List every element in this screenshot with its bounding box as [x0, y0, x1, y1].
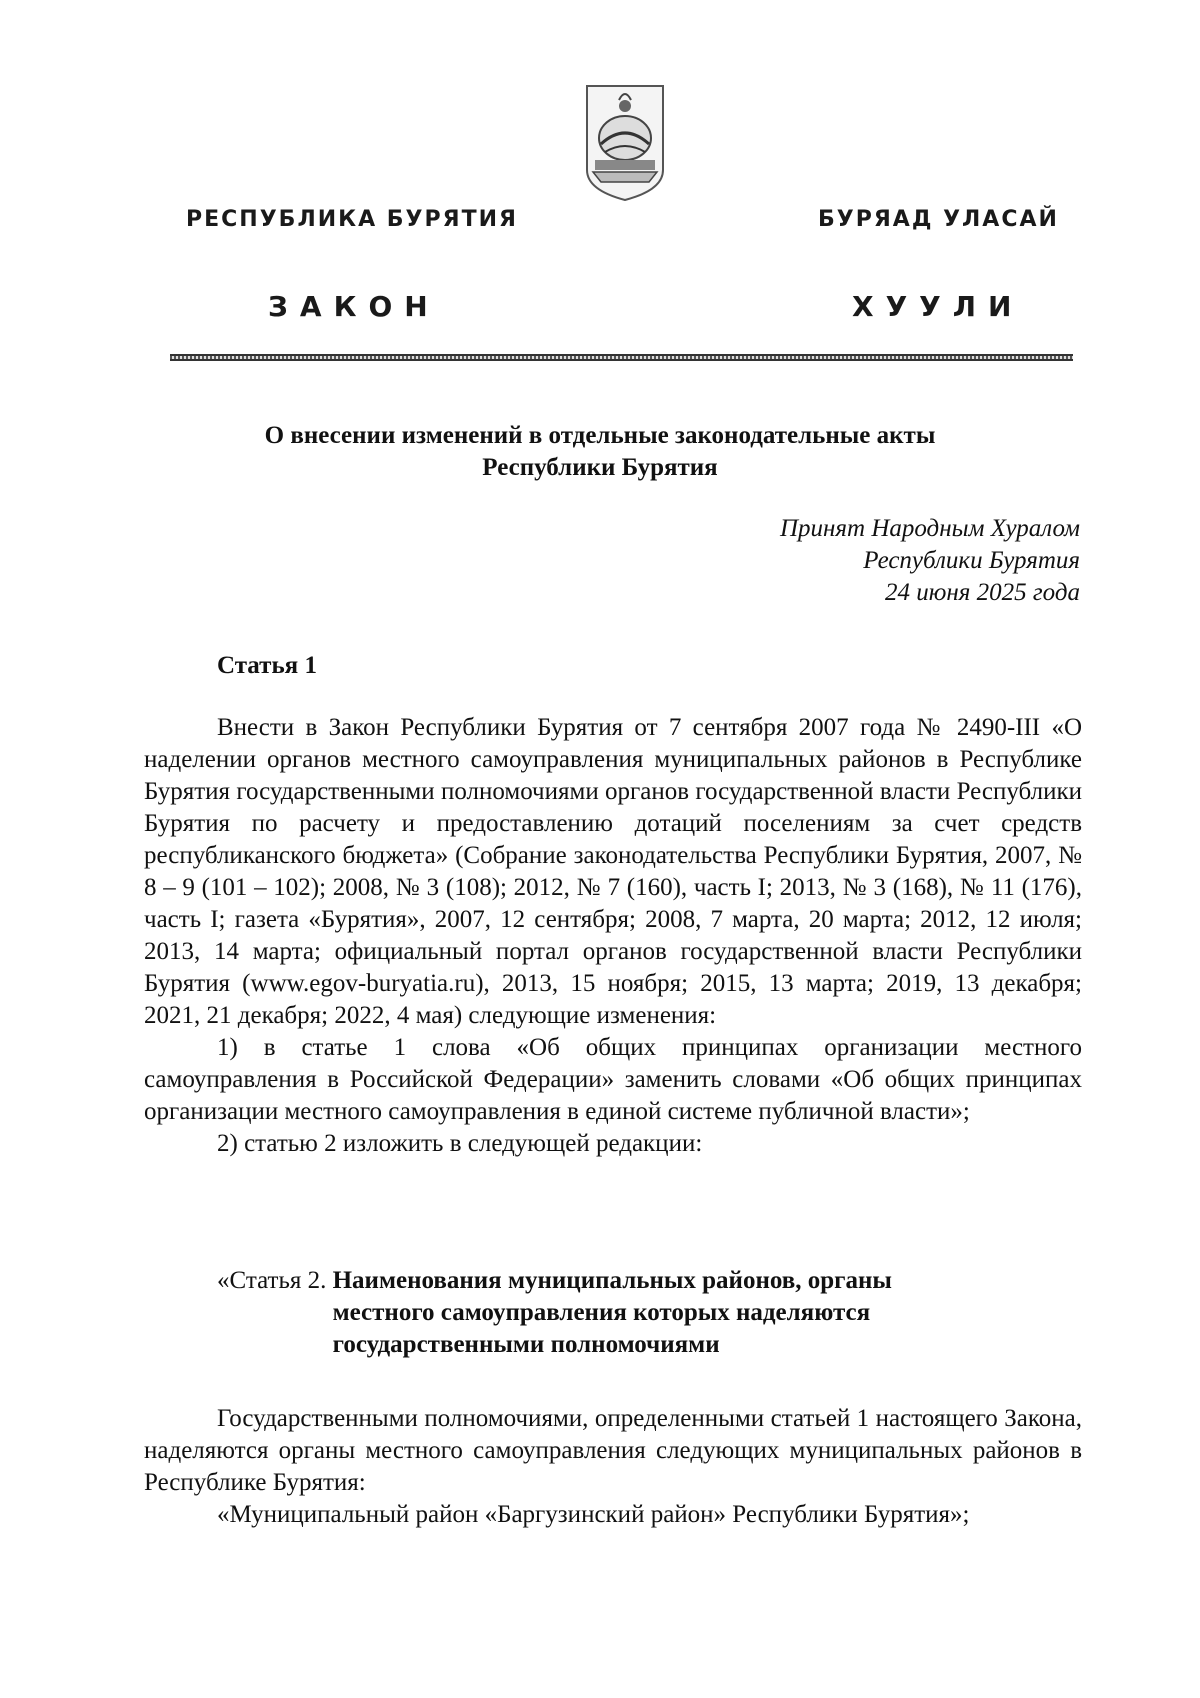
article-2-district-item: «Муниципальный район «Баргузинский район» Республики Бурятия»;	[217, 1501, 970, 1528]
article-1-body	[144, 712, 1082, 1160]
article-1-item-1: 1) в статье 1 слова «Об общих принципах организации местного самоуправления в Российской Федерации» заменить словами «Об общих принципах организации местного самоуправления в единой системе публичной власти»;	[144, 1034, 1082, 1125]
law-label-russian: ЗАКОН	[268, 290, 440, 323]
republic-name-buryat: БУРЯАД УЛАСАЙ	[818, 207, 1059, 232]
title-line-1: О внесении изменений в отдельные законодательные акты	[264, 422, 936, 449]
article-1-paragraph: Внести в Закон Республики Бурятия от 7 сентября 2007 года № 2490-III «О наделении органов местного самоуправления муниципальных районов в Республике Бурятия государственными полномочиями органов государственной власти Республики Бурятия по расчету и предоставлению дотаций поселениям за счет средств республиканского бюджета» (Собрание законодательства Республики Бурятия, 2007, № 8 – 9 (101 – 102); 2008, № 3 (108); 2012, № 7 (160), часть I; 2013, № 3 (168), № 11 (176), часть I; газета «Бурятия», 2007, 12 сентября; 2008, 7 марта, 20 марта; 2012, 12 июля; 2013, 14 марта; официальный портал органов государственной власти Республики Бурятия (www.egov-buryatia.ru), 2013, 15 ноября; 2015, 13 марта; 2019, 13 декабря; 2021, 21 декабря; 2022, 4 мая) следующие изменения:	[144, 714, 1082, 1029]
adoption-note	[600, 513, 1080, 609]
header-divider	[170, 354, 1073, 361]
article-2-label: «Статья 2.	[217, 1267, 327, 1294]
article-2-heading	[217, 1265, 1077, 1361]
coat-of-arms-icon	[583, 82, 667, 202]
title-line-2: Республики Бурятия	[482, 454, 718, 481]
republic-name-russian: РЕСПУБЛИКА БУРЯТИЯ	[186, 207, 518, 232]
document-title	[150, 420, 1050, 484]
article-1-heading: Статья 1	[217, 652, 317, 679]
article-2-title-line-3: государственными полномочиями	[332, 1331, 720, 1358]
article-2-body	[144, 1403, 1082, 1531]
article-2-title-line-1: Наименования муниципальных районов, органы	[332, 1267, 892, 1294]
article-1-item-2: 2) статью 2 изложить в следующей редакции:	[217, 1130, 703, 1157]
adoption-line-2: Республики Бурятия	[863, 547, 1080, 574]
article-2-title	[333, 1265, 973, 1361]
adoption-line-1: Принят Народным Хуралом	[779, 515, 1080, 542]
adoption-date: 24 июня 2025 года	[885, 579, 1080, 606]
article-2-paragraph: Государственными полномочиями, определенными статьей 1 настоящего Закона, наделяются органы местного самоуправления следующих муниципальных районов в Республике Бурятия:	[144, 1405, 1082, 1496]
law-label-buryat: ХУУЛИ	[852, 290, 1024, 323]
article-2-title-line-2: местного самоуправления которых наделяются	[332, 1299, 871, 1326]
